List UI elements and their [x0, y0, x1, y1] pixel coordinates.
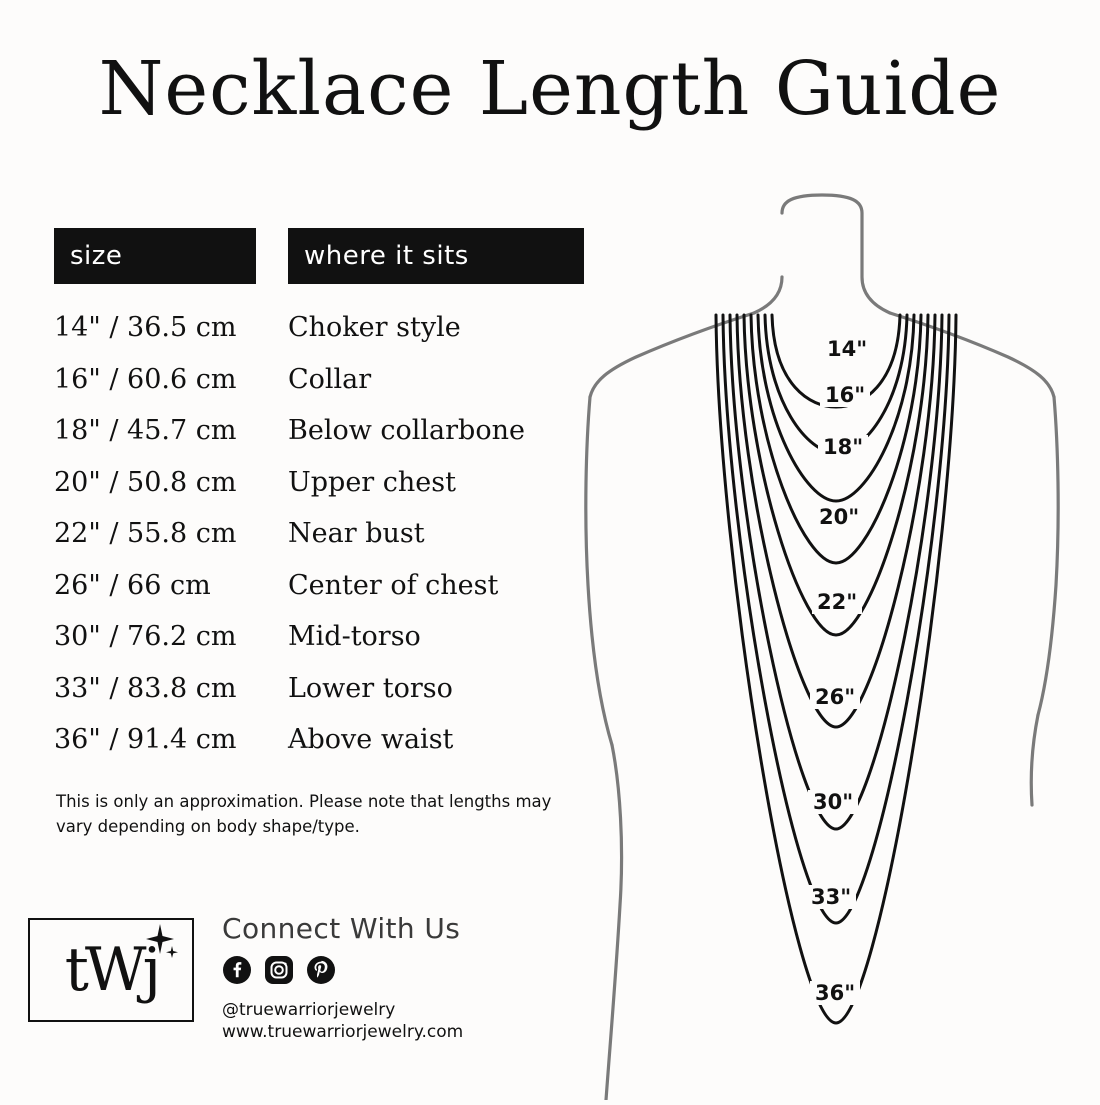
cell-size: 36" / 91.4 cm: [54, 724, 237, 755]
pinterest-icon[interactable]: [306, 955, 336, 985]
social-handle: @truewarriorjewelry: [222, 1000, 396, 1020]
cell-size: 26" / 66 cm: [54, 569, 211, 601]
length-label-30: 30": [808, 790, 858, 814]
necklace-illustration: [560, 185, 1100, 1100]
cell-where: Collar: [288, 363, 372, 395]
facebook-icon[interactable]: [222, 955, 252, 985]
cell-size: 30" / 76.2 cm: [54, 621, 237, 652]
cell-where: Above waist: [288, 724, 454, 755]
length-label-14: 14": [822, 337, 872, 361]
necklace-arcs: [716, 315, 956, 1023]
cell-size: 18" / 45.7 cm: [54, 415, 237, 446]
cell-where: Below collarbone: [288, 415, 525, 446]
cell-where: Choker style: [288, 312, 461, 343]
cell-where: Mid-torso: [288, 621, 421, 652]
table-row: [54, 518, 614, 570]
cell-where: Center of chest: [288, 569, 499, 601]
page-title: Necklace Length Guide: [98, 46, 1002, 132]
cell-size: 33" / 83.8 cm: [54, 672, 237, 704]
table-row: [54, 673, 614, 725]
cell-where: Near bust: [288, 518, 425, 549]
cell-size: 22" / 55.8 cm: [54, 518, 237, 549]
table-row: [54, 621, 614, 673]
cell-where: Lower torso: [288, 672, 453, 704]
table-row: [54, 467, 614, 519]
social-links[interactable]: [222, 955, 336, 985]
cell-size: 14" / 36.5 cm: [54, 312, 237, 343]
cell-where: Upper chest: [288, 466, 456, 498]
length-label-36: 36": [810, 981, 860, 1005]
length-label-20: 20": [814, 505, 864, 529]
length-label-33: 33": [806, 885, 856, 909]
table-row: [54, 570, 614, 622]
table-row: [54, 312, 614, 364]
table-row: [54, 415, 614, 467]
connect-with-us-label: Connect With Us: [222, 912, 461, 945]
sparkle-icon: [140, 922, 180, 962]
table-header-size-label: size: [70, 241, 123, 271]
table-header-where-it-sits: [288, 228, 584, 284]
length-table: [54, 312, 614, 776]
disclaimer-text: This is only an approximation. Please note that lengths may vary depending on body shape/type.: [56, 792, 552, 836]
mannequin-and-chains-svg: [560, 185, 1100, 1100]
cell-size: 20" / 50.8 cm: [54, 466, 237, 498]
length-label-16: 16": [820, 383, 870, 407]
cell-size: 16" / 60.6 cm: [54, 363, 237, 395]
table-row: [54, 364, 614, 416]
website-url: www.truewarriorjewelry.com: [222, 1022, 464, 1042]
brand-logo-text: tWj: [64, 935, 158, 1005]
instagram-icon[interactable]: [264, 955, 294, 985]
length-label-22: 22": [812, 590, 862, 614]
table-header-where-label: where it sits: [304, 241, 469, 271]
mannequin-body: [586, 195, 1058, 1100]
table-header-size: [54, 228, 256, 284]
length-label-18: 18": [818, 435, 868, 459]
length-label-26: 26": [810, 685, 860, 709]
table-row: [54, 724, 614, 776]
